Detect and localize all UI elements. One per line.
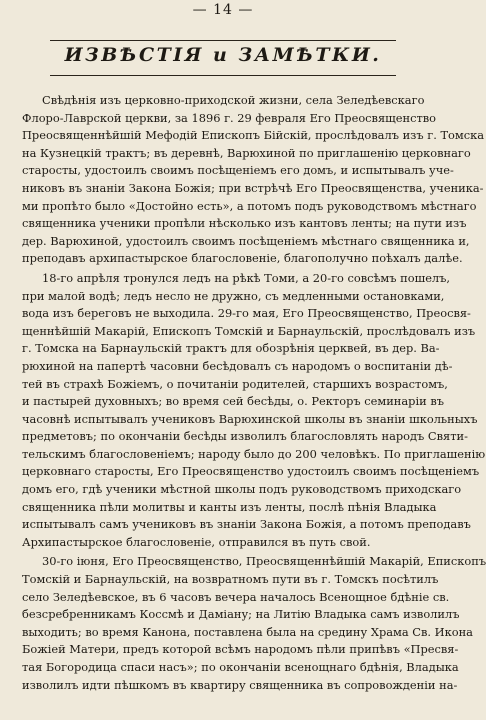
text-line: ми пропѣто было «Достойно есть», а потомъ подъ руководствомъ мѣстнаго bbox=[22, 198, 477, 213]
text-line: церковнаго старосты, Его Преосвященство удостоилъ своимъ посѣщеніемъ bbox=[22, 464, 480, 479]
text-line: предметовъ; по окончаніи бесѣды изволилъ благословлять народъ Святи- bbox=[22, 429, 468, 444]
text-line: выходить; во время Канона, поставлена была на средину Храма Св. Икона bbox=[22, 624, 473, 639]
text-line: домъ его, гдѣ ученики мѣстной школы подъ руководствомъ приходскаго bbox=[22, 482, 462, 497]
text-line: при малой водѣ; ледъ несло не дружно, съ медленными остановками, bbox=[22, 288, 445, 303]
paragraph bbox=[22, 92, 485, 268]
text-line: тая Богородица спаси насъ»; по окончаніи всенощнаго бдѣнія, Владыка bbox=[22, 660, 459, 674]
article-body bbox=[22, 92, 486, 694]
text-line: тей въ страхѣ Божіемъ, о почитаніи родителей, старшихъ возрастомъ, bbox=[22, 376, 448, 391]
text-line: Томскій и Барнаульскій, на возвратномъ пути въ г. Томскъ посѣтилъ bbox=[22, 572, 439, 587]
text-line: село Зеледѣевское, въ 6 часовъ вечера началось Всенощное бдѣніе св. bbox=[22, 589, 450, 604]
text-line: вода изъ береговъ не выходила. 29-го мая, Его Преосвященство, Преосвя- bbox=[22, 306, 471, 321]
text-line: Божіей Матери, предъ которой всѣмъ народомъ пѣли припѣвъ «Пресвя- bbox=[22, 642, 459, 657]
text-line: и пастырей духовныхъ; во время сей бесѣды, о. Ректоръ семинаріи въ bbox=[22, 394, 444, 409]
paragraph bbox=[22, 553, 486, 694]
text-line: изволилъ идти пѣшкомъ въ квартиру священника въ сопровожденіи на- bbox=[22, 677, 458, 692]
text-line: Свѣдѣнія изъ церковно-приходской жизни, села Зеледѣевскаго bbox=[42, 93, 425, 107]
paragraph bbox=[22, 270, 486, 552]
text-line: Архипастырское благословеніе, отправился въ путь свой. bbox=[22, 534, 371, 549]
section-title: ИЗВѢСТІЯ и ЗАМѢТКИ. bbox=[64, 44, 382, 66]
text-line: Преосвященнѣйшій Мефодій Епископъ Бійскій, прослѣдовалъ изъ г. Томска bbox=[22, 128, 485, 143]
text-line: щеннѣйшій Макарій, Епископъ Томскій и Барнаульскій, прослѣдовалъ изъ bbox=[22, 323, 476, 338]
text-line: дер. Варюхиной, удостоилъ своимъ посѣщеніемъ мѣстнаго священника и, bbox=[22, 233, 470, 248]
text-line: никовъ въ знаніи Закона Божія; при встрѣчѣ Его Преосвященства, ученика- bbox=[22, 180, 484, 195]
text-line: преподавъ архипастырское благословеніе, благополучно поѣхалъ далѣе. bbox=[22, 251, 463, 266]
text-line: испытывалъ самъ учениковъ въ знаніи Закона Божія, а потомъ преподавъ bbox=[22, 517, 471, 532]
text-line: тельскимъ благословеніемъ; народу было до 200 человѣкъ. По приглашенію bbox=[22, 446, 486, 461]
text-line: рюхиной на папертѣ часовни бесѣдовалъ съ народомъ о воспитаніи дѣ- bbox=[22, 358, 453, 373]
text-line: священника пѣли молитвы и канты изъ ленты, послѣ пѣнія Владыка bbox=[22, 499, 437, 514]
text-line: 18-го апрѣля тронулся ледъ на рѣкѣ Томи, а 20-го совсѣмъ пошелъ, bbox=[42, 270, 451, 285]
text-line: часовнѣ испытывалъ учениковъ Варюхинской школы въ знаніи школьныхъ bbox=[22, 411, 478, 426]
page-number: — 14 — bbox=[192, 2, 254, 18]
text-line: священника ученики пропѣли нѣсколько изъ кантовъ ленты; на пути изъ bbox=[22, 216, 467, 231]
text-line: Флоро-Лаврской церкви, за 1896 г. 29 февраля Его Преосвященство bbox=[22, 110, 437, 125]
text-line: старосты, удостоилъ своимъ посѣщеніемъ его домъ, и испытывалъ уче- bbox=[22, 163, 454, 178]
text-line: г. Томска на Барнаульскій трактъ для обозрѣнія церквей, въ дер. Ва- bbox=[22, 341, 440, 356]
text-line: на Кузнецкій трактъ; въ деревнѣ, Варюхиной по приглашенію церковнаго bbox=[22, 145, 471, 160]
text-line: безсребренникамъ Коссмѣ и Даміану; на Литію Владыка самъ изволилъ bbox=[22, 607, 460, 622]
text-line: 30-го іюня, Его Преосвященство, Преосвященнѣйшій Макарій, Епископъ bbox=[42, 554, 486, 569]
